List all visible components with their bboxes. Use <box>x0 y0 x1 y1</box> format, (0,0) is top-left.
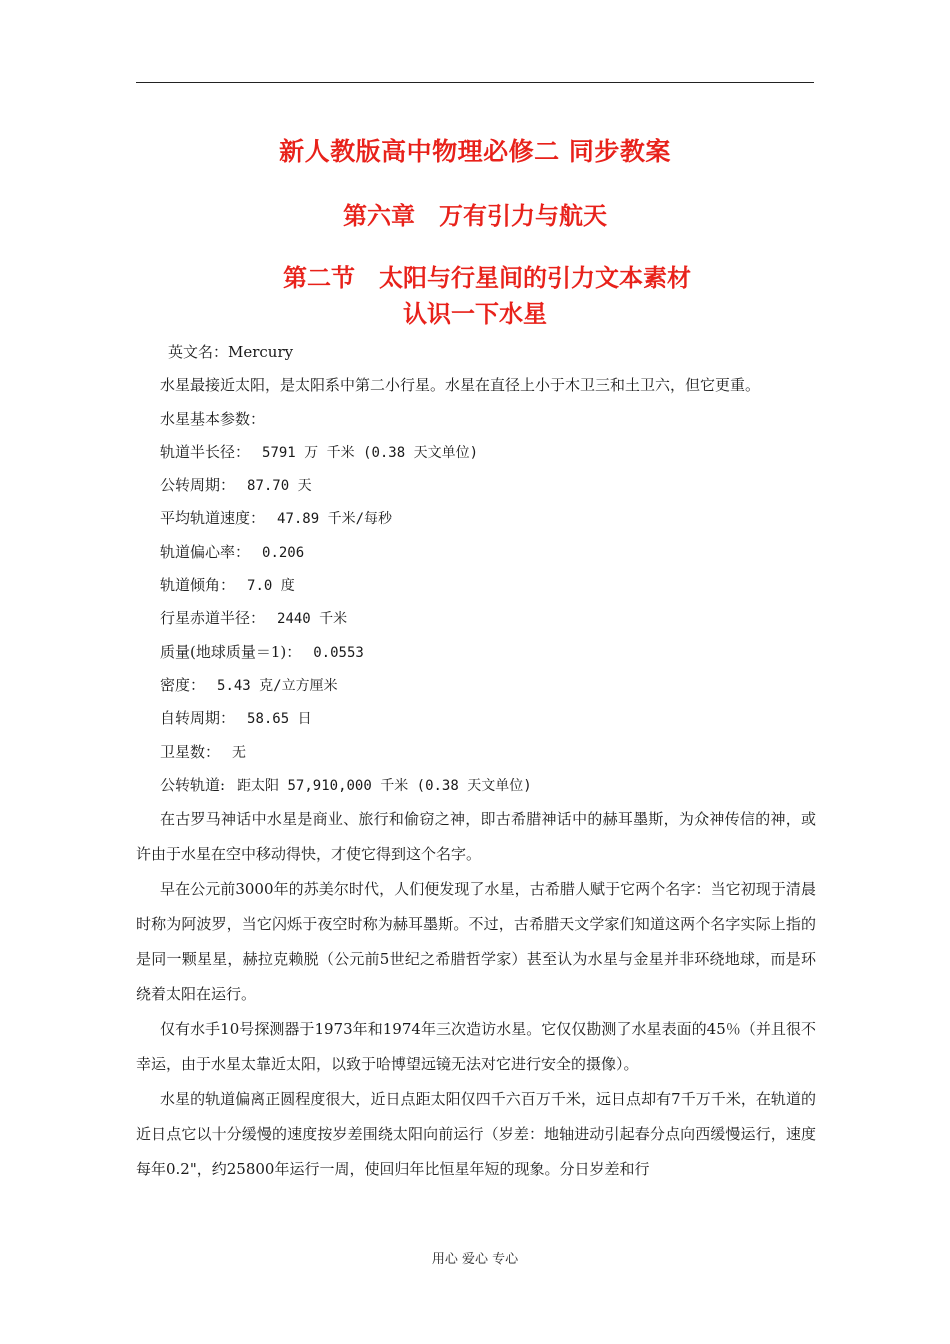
param-label: 轨道半长径： <box>160 442 251 461</box>
paragraph-history: 早在公元前3000年的苏美尔时代，人们便发现了水星，古希腊人赋于它两个名字：当它初现于清晨时称为阿波罗，当它闪烁于夜空时称为赫耳墨斯。不过，古希腊天文学家们知道这两个名字实际上指的是同一颗星星，赫拉克赖脱（公元前5世纪之希腊哲学家）甚至认为水星与金星并非环绕地球，而是环绕着太阳在运行。 <box>136 880 816 1004</box>
param-label: 自转周期： <box>160 709 236 728</box>
subtitle: 认识一下水星 <box>403 300 547 328</box>
param-row <box>136 736 816 769</box>
section-title: 第二节 太阳与行星间的引力文本素材 <box>283 264 691 292</box>
param-label: 卫星数： <box>160 742 221 761</box>
param-value: 5.43 克/立方厘米 <box>217 677 338 694</box>
param-value: 7.0 度 <box>247 578 295 595</box>
paragraph-orbit: 水星的轨道偏离正圆程度很大，近日点距太阳仅四千六百万千米，远日点却有7千万千米，在轨道的近日点它以十分缓慢的速度按岁差围绕太阳向前运行（岁差：地轴进动引起春分点向西缓慢运行，速度每年0.2"，约25800年运行一周，使回归年比恒星年短的现象。分日岁差和行 <box>136 1090 816 1179</box>
param-row <box>136 702 816 735</box>
paragraph-mythology: 在古罗马神话中水星是商业、旅行和偷窃之神，即古希腊神话中的赫耳墨斯，为众神传信的神，或许由于水星在空中移动得快，才使它得到这个名字。 <box>136 810 816 864</box>
param-label: 轨道倾角： <box>160 576 236 595</box>
params-heading: 水星基本参数： <box>160 409 266 428</box>
intro-line: 水星最接近太阳，是太阳系中第二小行星。水星在直径上小于木卫三和土卫六，但它更重。 <box>160 376 761 395</box>
params-list <box>136 436 816 802</box>
param-value: 87.70 天 <box>247 478 312 495</box>
param-label: 行星赤道半径： <box>160 609 266 628</box>
document-body <box>136 336 816 1187</box>
param-row <box>136 436 816 469</box>
param-row <box>136 769 816 802</box>
param-row <box>136 536 816 569</box>
param-value: 0.0553 <box>313 644 364 661</box>
param-row <box>136 636 816 669</box>
param-label: 密度： <box>160 675 206 694</box>
param-row <box>136 569 816 602</box>
document-title: 新人教版高中物理必修二 同步教案 <box>279 137 671 166</box>
param-row <box>136 602 816 635</box>
english-name: 英文名：Mercury <box>168 343 294 361</box>
param-value: 无 <box>232 744 247 761</box>
header-rule <box>136 82 814 83</box>
param-label: 平均轨道速度： <box>160 509 266 528</box>
param-value: 58.65 日 <box>247 711 312 728</box>
param-label: 质量(地球质量＝1)： <box>160 642 302 661</box>
param-label: 公转轨道: <box>160 775 226 794</box>
param-label: 轨道偏心率： <box>160 542 251 561</box>
param-value: 47.89 千米/每秒 <box>277 511 393 528</box>
paragraph-mariner: 仅有水手10号探测器于1973年和1974年三次造访水星。它仅仅勘测了水星表面的45％（并且很不幸运，由于水星太靠近太阳，以致于哈博望远镜无法对它进行安全的摄像）。 <box>136 1020 816 1074</box>
param-value: 2440 千米 <box>277 611 348 628</box>
param-row <box>136 469 816 502</box>
param-row <box>136 502 816 535</box>
param-value: 距太阳 57,910,000 千米 (0.38 天文单位) <box>237 777 532 794</box>
param-value: 5791 万 千米 (0.38 天文单位) <box>262 444 479 461</box>
chapter-title: 第六章 万有引力与航天 <box>343 202 607 230</box>
page-footer: 用心 爱心 专心 <box>431 1252 519 1267</box>
param-label: 公转周期： <box>160 476 236 495</box>
param-row <box>136 669 816 702</box>
param-value: 0.206 <box>262 544 305 561</box>
